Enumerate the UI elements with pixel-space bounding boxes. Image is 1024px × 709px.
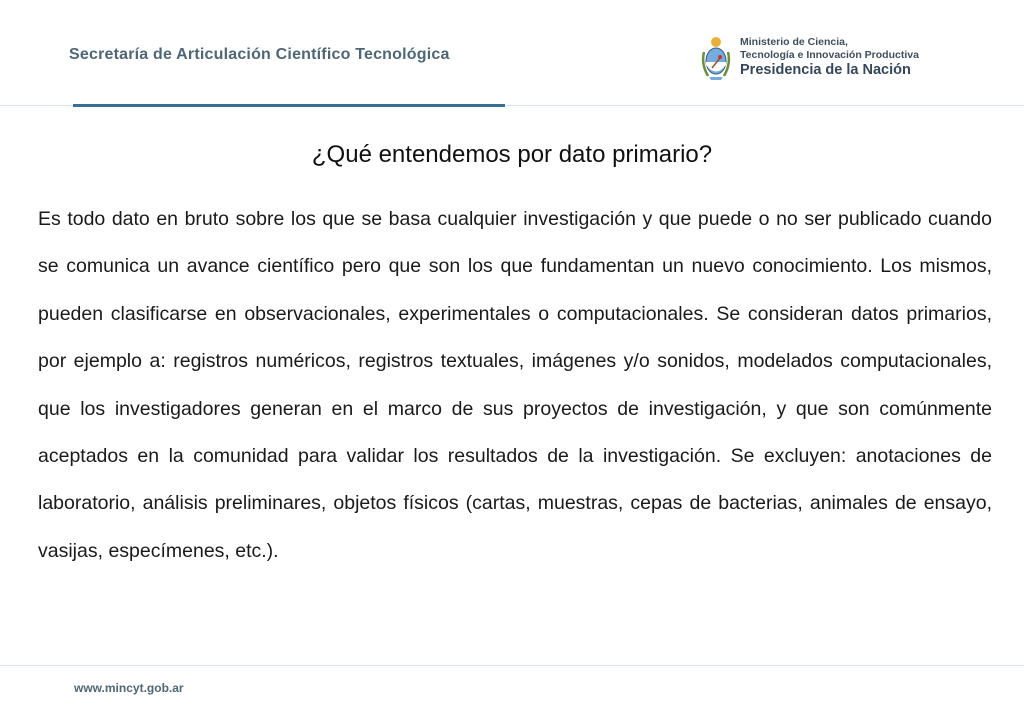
logo-line-tecnologia: Tecnología e Innovación Productiva [740, 49, 919, 61]
footer-url: www.mincyt.gob.ar [74, 681, 184, 695]
secretaria-title: Secretaría de Articulación Científico Tecnológica [69, 46, 450, 63]
header-accent-bar [73, 104, 505, 107]
footer-divider [0, 665, 1024, 666]
argentina-coat-of-arms-icon [700, 34, 732, 82]
slide-body-text: Es todo dato en bruto sobre los que se basa cualquier investigación y que puede o no ser publicado cuando se comunica un avance científico pero que son los que fundamentan un nuevo conocimiento. Los mismos, pueden clasificarse en observacionales, experimentales o computacionales. Se consideran datos primarios, por ejemplo a: registros numéricos, registros textuales, imágenes y/o sonidos, modelados computacionales, que los investigadores generan en el marco de sus proyectos de investigación, y que son comúnmente aceptados en la comunidad para validar los resultados de la investigación. Se excluyen: anotaciones de laboratorio, análisis preliminares, objetos físicos (cartas, muestras, cepas de bacterias, animales de ensayo, vasijas, especímenes, etc.). [38, 208, 992, 562]
slide-title: ¿Qué entendemos por dato primario? [311, 141, 713, 168]
logo-line-ministerio: Ministerio de Ciencia, [740, 36, 848, 48]
logo-line-presidencia: Presidencia de la Nación [740, 62, 911, 78]
ministry-logo [700, 34, 970, 82]
logo-text [740, 36, 919, 79]
